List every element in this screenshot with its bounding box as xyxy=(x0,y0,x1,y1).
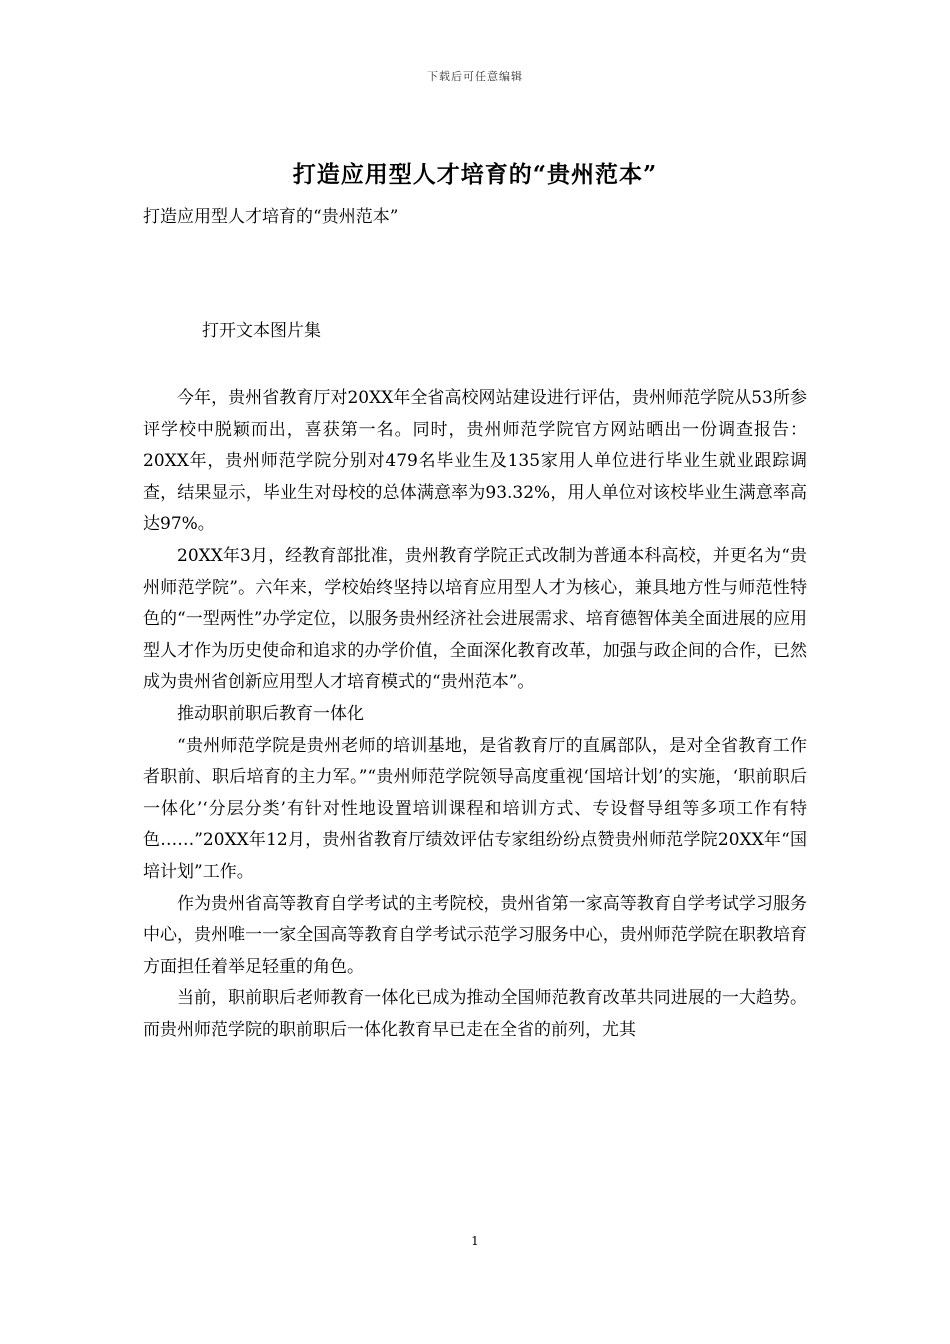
document-title: 打造应用型人才培育的“贵州范本” xyxy=(292,161,658,188)
article-body xyxy=(143,383,807,1046)
page-header-note: 下载后可任意编辑 xyxy=(427,70,523,83)
document-subtitle: 打造应用型人才培育的“贵州范本” xyxy=(143,207,399,227)
page-number: 1 xyxy=(471,1234,479,1248)
paragraph: “贵州师范学院是贵州老师的培训基地，是省教育厅的直属部队，是对全省教育工作者职前、职后培育的主力军。”“贵州师范学院领导高度重视‘国培计划’的实施，‘职前职后一体化’‘分层分类’有针对性地设置培训课程和培训方式、专设督导组等多项工作有特色……”20XX年12月，贵州省教育厅绩效评估专家组纷纷点赞贵州师范学院20XX年“国培计划”工作。 xyxy=(143,735,807,882)
paragraph: 今年，贵州省教育厅对20XX年全省高校网站建设进行评估，贵州师范学院从53所参评学校中脱颖而出，喜获第一名。同时，贵州师范学院官方网站晒出一份调查报告：20XX年，贵州师范学院分别对479名毕业生及135家用人单位进行毕业生就业跟踪调查，结果显示，毕业生对母校的总体满意率为93.32%，用人单位对该校毕业生满意率高达97%。 xyxy=(143,388,807,535)
open-image-gallery-link[interactable]: 打开文本图片集 xyxy=(202,321,321,341)
paragraph: 当前，职前职后老师教育一体化已成为推动全国师范教育改革共同进展的一大趋势。而贵州师范学院的职前职后一体化教育早已走在全省的前列，尤其 xyxy=(143,988,807,1040)
paragraph: 作为贵州省高等教育自学考试的主考院校，贵州省第一家高等教育自学考试学习服务中心，贵州唯一一家全国高等教育自学考试示范学习服务中心，贵州师范学院在职教培育方面担任着举足轻重的角色。 xyxy=(143,893,807,977)
section-heading: 推动职前职后教育一体化 xyxy=(177,703,364,724)
paragraph: 20XX年3月，经教育部批准，贵州教育学院正式改制为普通本科高校，并更名为“贵州师范学院”。六年来，学校始终坚持以培育应用型人才为核心，兼具地方性与师范性特色的“一型两性”办学定位，以服务贵州经济社会进展需求、培育德智体美全面进展的应用型人才作为历史使命和追求的办学价值，全面深化教育改革，加强与政企间的合作，已然成为贵州省创新应用型人才培育模式的“贵州范本”。 xyxy=(143,545,807,693)
